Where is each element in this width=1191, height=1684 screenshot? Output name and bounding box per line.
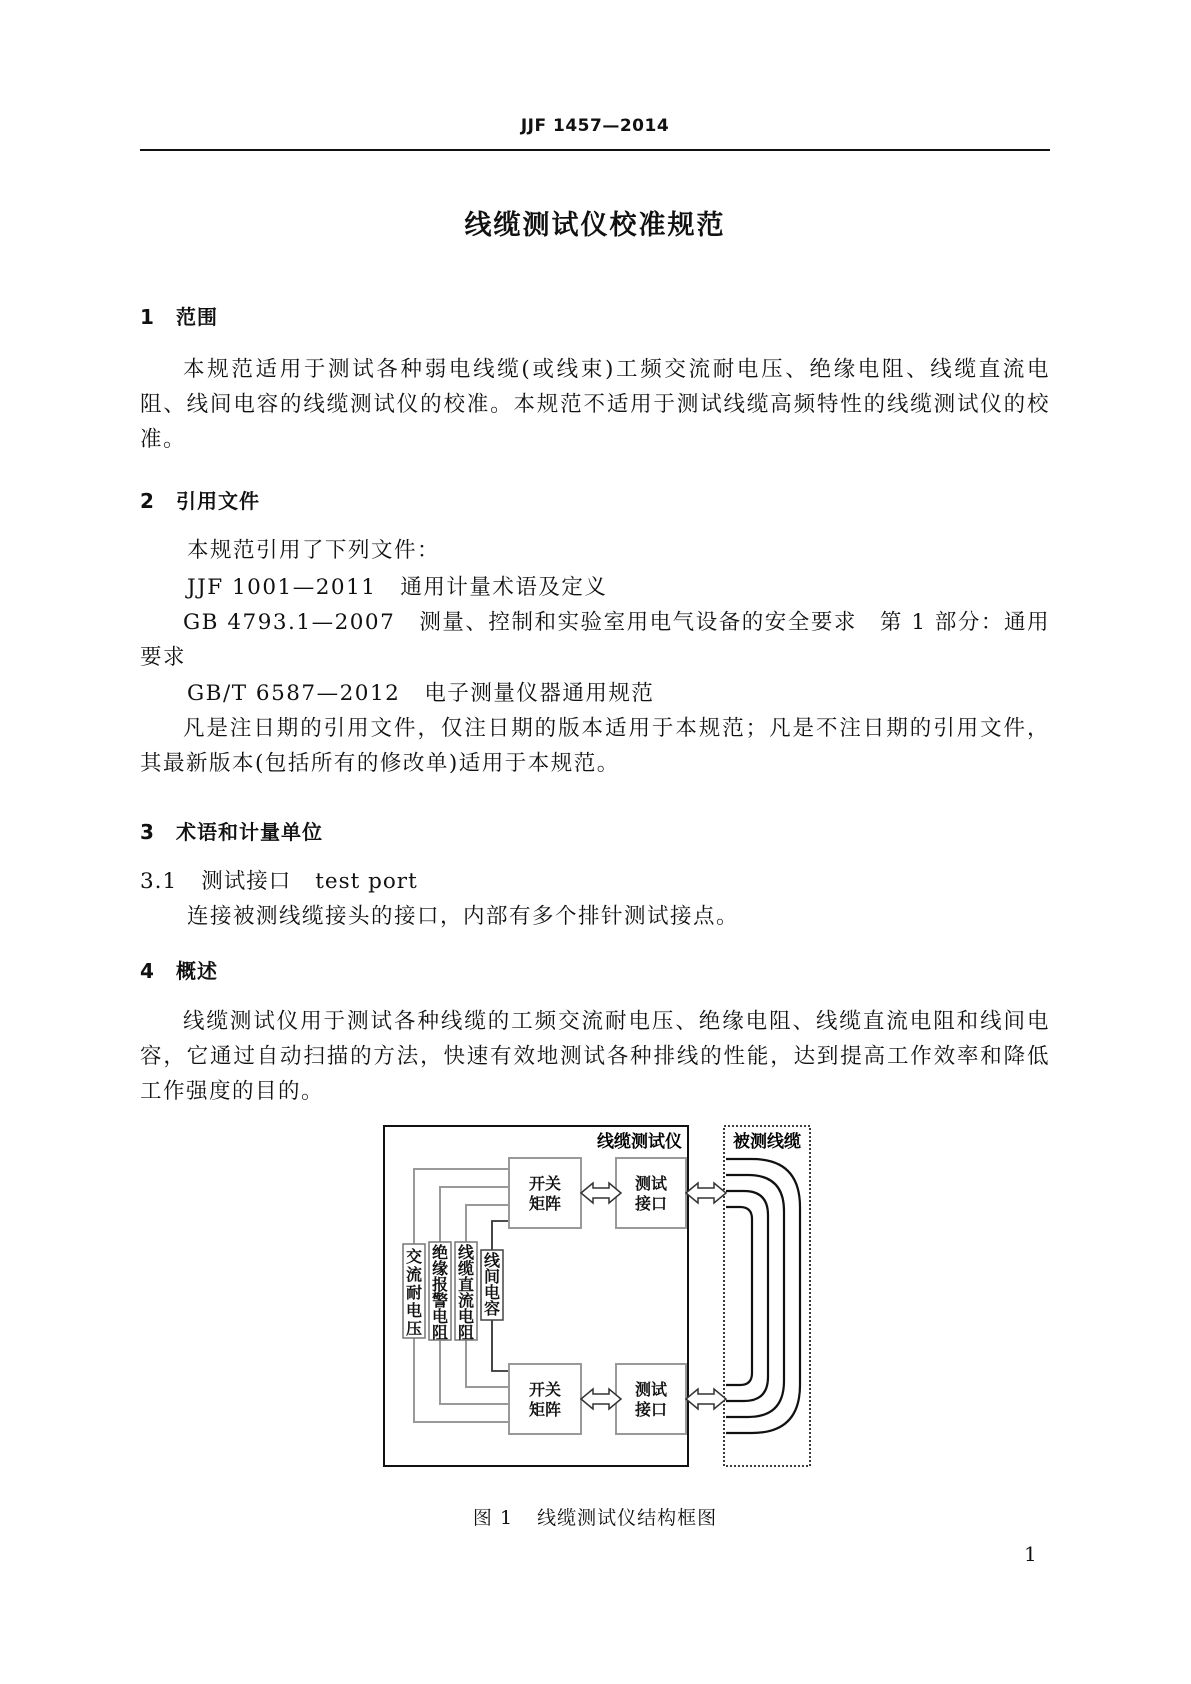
reference-title: 通用计量术语及定义 <box>400 575 608 600</box>
module-char: 缘 <box>431 1259 449 1278</box>
instrument-label: 线缆测试仪 <box>597 1132 682 1152</box>
test-port-label: 测试 <box>634 1380 668 1399</box>
switch-matrix-label: 矩阵 <box>528 1400 562 1419</box>
module-char: 阻 <box>457 1323 475 1342</box>
standard-number-header: JJF 1457—2014 <box>520 116 670 136</box>
caption-number: 图 1 <box>472 1507 514 1529</box>
double-arrow-icon <box>686 1389 726 1409</box>
test-port-label: 接口 <box>634 1400 668 1419</box>
figure-caption <box>140 1503 1050 1530</box>
module-char: 容 <box>483 1299 501 1318</box>
module-char: 流 <box>405 1265 423 1284</box>
reference-code: JJF 1001—2011 <box>187 575 377 600</box>
section-number: 3 <box>140 820 155 844</box>
module-char: 交 <box>405 1247 423 1266</box>
module-char: 阻 <box>431 1323 449 1342</box>
test-port-label: 测试 <box>634 1174 668 1193</box>
switch-matrix-label: 开关 <box>528 1174 562 1193</box>
module-char: 耐 <box>405 1283 423 1302</box>
module-char: 线 <box>457 1243 475 1262</box>
scope-paragraph: 本规范适用于测试各种弱电线缆(或线束)工频交流耐电压、绝缘电阻、线缆直流电阻、线间电容的线缆测试仪的校准。本规范不适用于测试线缆高频特性的线缆测试仪的校准。 <box>140 357 1050 452</box>
test-port-bottom <box>616 1364 686 1434</box>
module-char: 报 <box>431 1275 449 1294</box>
reference-title: 测量、控制和实验室用电气设备的安全要求 第 1 部分：通用要求 <box>140 610 1050 670</box>
references-intro: 本规范引用了下列文件： <box>187 538 441 563</box>
caption-text: 线缆测试仪结构框图 <box>537 1507 718 1529</box>
switch-matrix-label: 矩阵 <box>528 1194 562 1213</box>
page-number: 1 <box>1024 1542 1037 1566</box>
module-char: 警 <box>431 1291 449 1310</box>
module-char: 电 <box>457 1307 475 1326</box>
test-port-top <box>616 1158 686 1228</box>
term-chinese: 测试接口 <box>201 869 292 894</box>
module-char: 缆 <box>457 1259 475 1278</box>
double-arrow-icon <box>686 1183 726 1203</box>
module-char: 绝 <box>431 1243 449 1262</box>
section-title: 术语和计量单位 <box>176 820 323 844</box>
switch-matrix-top <box>509 1158 581 1228</box>
reference-code: GB/T 6587—2012 <box>187 681 401 706</box>
module-char: 电 <box>431 1307 449 1326</box>
test-port-label: 接口 <box>634 1194 668 1213</box>
reference-code: GB 4793.1—2007 <box>183 610 396 635</box>
term-number: 3.1 <box>140 869 178 894</box>
module-char: 直 <box>457 1275 475 1294</box>
term-english: test port <box>315 869 418 894</box>
module-char: 电 <box>405 1301 423 1320</box>
section-number: 1 <box>140 305 155 329</box>
section-number: 4 <box>140 959 155 983</box>
module-char: 压 <box>405 1319 423 1338</box>
module-char: 流 <box>457 1291 475 1310</box>
term-definition: 连接被测线缆接头的接口，内部有多个排针测试接点。 <box>187 904 740 929</box>
section-title: 范围 <box>176 305 218 329</box>
module-char: 电 <box>483 1283 501 1302</box>
module-char: 线 <box>483 1251 501 1270</box>
overview-paragraph: 线缆测试仪用于测试各种线缆的工频交流耐电压、绝缘电阻、线缆直流电阻和线间电容，它通过自动扫描的方法，快速有效地测试各种排线的性能，达到提高工作效率和降低工作强度的目的。 <box>140 1009 1050 1104</box>
module-char: 间 <box>483 1267 501 1286</box>
cable-loops <box>726 1159 800 1433</box>
document-title: 线缆测试仪校准规范 <box>464 210 726 241</box>
section-number: 2 <box>140 489 155 513</box>
section-title: 引用文件 <box>176 489 260 513</box>
switch-matrix-label: 开关 <box>528 1380 562 1399</box>
reference-title: 电子测量仪器通用规范 <box>424 681 655 706</box>
section-title: 概述 <box>176 959 218 983</box>
switch-matrix-bottom <box>509 1364 581 1434</box>
references-note: 凡是注日期的引用文件，仅注日期的版本适用于本规范；凡是不注日期的引用文件，其最新版本(包括所有的修改单)适用于本规范。 <box>140 716 1050 776</box>
cable-label: 被测线缆 <box>733 1132 801 1152</box>
